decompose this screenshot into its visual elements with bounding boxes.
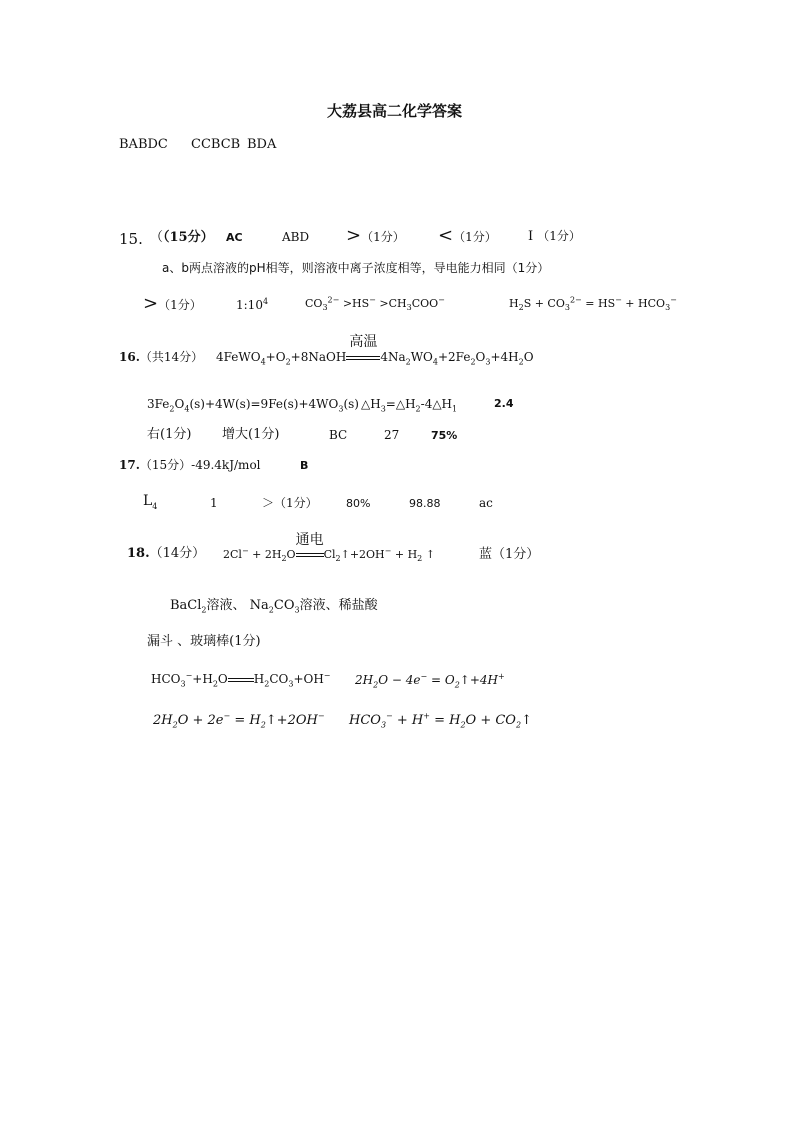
- q18-reagents: BaCl$_2$溶液、 $Na_2CO_3$溶液、稀盐酸: [170, 598, 378, 615]
- q17-l: L: [143, 493, 153, 509]
- q18-score: （14分）: [149, 546, 206, 561]
- q18-neu1: HCO: [349, 713, 381, 728]
- q16-number: 16.: [119, 350, 140, 364]
- q18-hyd3: O: [217, 672, 228, 686]
- q15-gt: >: [346, 225, 362, 246]
- q16-eq-l3: +8NaOH: [290, 350, 347, 364]
- q18-hydrolysis: $HCO_3^-+H_2O$ $H_2CO_3+OH^-$: [151, 671, 331, 689]
- q18-e3: O: [286, 548, 296, 561]
- q15-number: 15.: [119, 230, 143, 248]
- q15-ratio-val: 1:10: [236, 298, 263, 312]
- q17-l4: [143, 493, 158, 511]
- q17-number: 17.: [119, 458, 140, 472]
- q15-score: （（15分）: [150, 230, 214, 245]
- q16-eq-l1: 4FeWO: [216, 350, 261, 364]
- q15-score-text: （15分）: [163, 230, 214, 245]
- q16-r2a: 3Fe: [147, 397, 170, 411]
- q16-r2c: (s)+4W(s)=9Fe(s)+4WO: [189, 397, 339, 411]
- q15-eq-d: + HCO: [621, 297, 666, 310]
- q18-neu4: O + CO: [465, 713, 516, 728]
- q16-equation: $4FeWO_4+O_2+8NaOH$ 高温 $4Na_2WO_4+2Fe_2O_3+4H_2O$: [216, 334, 534, 367]
- q16-dh-a: △H: [361, 397, 381, 411]
- q17-ac: ac: [479, 496, 493, 510]
- q18-equals-line: [296, 553, 324, 557]
- q15-pt-1: （1分）: [361, 230, 405, 244]
- q18-e7: ↑: [422, 548, 435, 561]
- q16-enthalpy: $\triangle H_3=\triangle H_2-4\triangle H_1$: [361, 397, 458, 414]
- q18-hyd-equilibrium: [228, 678, 254, 682]
- q15-ratio: [236, 299, 268, 311]
- q17-one: 1: [210, 496, 218, 510]
- q16-increase: 增大(1分): [222, 427, 280, 442]
- q17-header: [119, 459, 261, 471]
- q18-neu3: = H: [429, 713, 461, 728]
- q17-l-sub: 4: [152, 501, 158, 511]
- q16-eq-r2: WO: [410, 350, 433, 364]
- q15-roman: [528, 230, 581, 243]
- mc-answers-1: BABDC: [119, 137, 168, 152]
- q18-blue: 蓝（1分）: [479, 547, 540, 562]
- q16-score: （共14分）: [139, 350, 204, 364]
- q16-r2b: O: [174, 397, 185, 411]
- q16-eq-l2: +O: [265, 350, 286, 364]
- q18-neu2: + H: [392, 713, 424, 728]
- q18-e1: 2Cl: [223, 548, 242, 561]
- q15-order-a: CO: [305, 297, 323, 310]
- q15-pt-4: （1分）: [158, 298, 202, 312]
- q18-hyd2: +H: [192, 672, 213, 686]
- q17-b: B: [300, 459, 309, 472]
- mc-answers-3: BDA: [247, 137, 277, 152]
- q15-reaction: $H_2S + CO_3^{2-} = HS^- + HCO_3^-$: [509, 295, 677, 313]
- q18-an1: 2H: [355, 673, 374, 687]
- q17-pct: 80%: [346, 497, 371, 510]
- q15-eq-b: S + CO: [523, 297, 565, 310]
- q16-condition: 高温: [349, 334, 378, 350]
- q17-num: 98.88: [409, 497, 441, 510]
- q15-greater-2: [143, 295, 202, 313]
- q18-cat3: = H: [230, 713, 261, 728]
- page-title: 大荔县高二化学答案: [327, 102, 463, 120]
- q15-greater: [346, 227, 405, 245]
- q18-header: [127, 547, 205, 560]
- q18-cat1: 2H: [153, 713, 173, 728]
- q17-greater: ＞（1分）: [262, 496, 318, 510]
- q16-condition-arrow: [346, 334, 380, 363]
- q16-r2d: (s): [343, 397, 359, 411]
- q15-pt-3: （1分）: [537, 229, 581, 243]
- q18-hyd5: CO: [269, 672, 289, 686]
- q18-cat2: O + 2e: [177, 713, 224, 728]
- mc-answers-2: CCBCB: [191, 137, 241, 152]
- q18-hyd4: H: [253, 672, 265, 686]
- q18-electrolysis: $2Cl^- + 2H_2O$ 通电 $Cl_2↑+2OH^- + H_2$ ↑: [223, 532, 435, 564]
- q15-lt: <: [438, 225, 454, 246]
- q16-header: [119, 351, 203, 363]
- q18-an2: O − 4e: [378, 673, 421, 687]
- q15-eq-a: H: [509, 297, 519, 310]
- q16-shift: 右(1分): [147, 427, 192, 442]
- q18-condition: 通电: [295, 532, 324, 548]
- q15-order-b: >HS: [339, 297, 370, 310]
- q16-equals-line: [346, 356, 380, 360]
- q18-reag2: 溶液、 Na: [206, 598, 269, 613]
- q18-an4: ↑+4H: [459, 673, 499, 687]
- q15-order-c: >CH: [375, 297, 407, 310]
- q15-gt-2: >: [143, 293, 159, 314]
- q18-reag4: 溶液、稀盐酸: [299, 598, 378, 613]
- q18-reag1: BaCl: [170, 598, 202, 613]
- q16-27: 27: [384, 428, 400, 442]
- q16-reaction-2: $3Fe_2O_4(s)+4W(s)=9Fe(s)+4WO_3(s)$: [147, 397, 359, 414]
- q18-reag3: CO: [273, 598, 295, 613]
- q16-percent: 75%: [431, 429, 458, 442]
- q15-answer-ac: AC: [226, 231, 243, 244]
- q17-line1: （15分）-49.4kJ/mol: [139, 458, 261, 472]
- q18-neu5: ↑: [521, 713, 532, 728]
- q18-cathode: $2H_2O + 2e^-$ = $H_2↑+2OH^-$: [153, 711, 325, 730]
- q18-e5: ↑+2OH: [340, 548, 385, 561]
- q18-number: 18.: [127, 546, 150, 561]
- q18-hyd6: +OH: [293, 672, 324, 686]
- q16-dh-c: -4△H: [420, 397, 453, 411]
- q18-hyd1: HCO: [151, 672, 181, 686]
- q15-roman-numeral: Ⅰ: [528, 229, 534, 244]
- q18-e6: + H: [391, 548, 418, 561]
- q15-ion-order: $CO_3^{2-} >HS^- >CH_3COO^-$: [305, 295, 445, 313]
- q16-dh-b: =△H: [385, 397, 416, 411]
- q15-ratio-exp: 4: [262, 297, 269, 306]
- q18-an3: = O: [427, 673, 455, 687]
- q16-value: 2.4: [494, 397, 514, 410]
- q18-e4: Cl: [323, 548, 336, 561]
- q16-bc: BC: [329, 428, 348, 442]
- q16-eq-r3: +2Fe: [437, 350, 471, 364]
- q15-pt-2: （1分）: [453, 230, 497, 244]
- q16-eq-r5: +4H: [490, 350, 519, 364]
- q15-eq-c: = HS: [581, 297, 616, 310]
- q15-explanation: a、b两点溶液的pH相等，则溶液中离子浓度相等，导电能力相同（1分）: [162, 261, 550, 275]
- q15-less: [438, 227, 497, 245]
- q15-order-d: COO: [411, 297, 439, 310]
- q16-eq-r1: 4Na: [380, 350, 406, 364]
- q18-condition-arrow: [295, 532, 324, 560]
- q18-tools: 漏斗 、玻璃棒(1分): [147, 634, 261, 649]
- q18-e2: + 2H: [248, 548, 282, 561]
- q18-neutralization: $HCO_3^- + H^+ = H_2O$ + $CO_2↑$: [349, 711, 532, 730]
- q16-eq-r6: O: [523, 350, 534, 364]
- q18-anode: $2H_2O - 4e^-$ = $O_2↑+4H^+$: [355, 672, 505, 690]
- q18-cat4: ↑+2OH: [265, 713, 318, 728]
- q15-answer-abd: ABD: [282, 230, 310, 244]
- q16-eq-r4: O: [475, 350, 486, 364]
